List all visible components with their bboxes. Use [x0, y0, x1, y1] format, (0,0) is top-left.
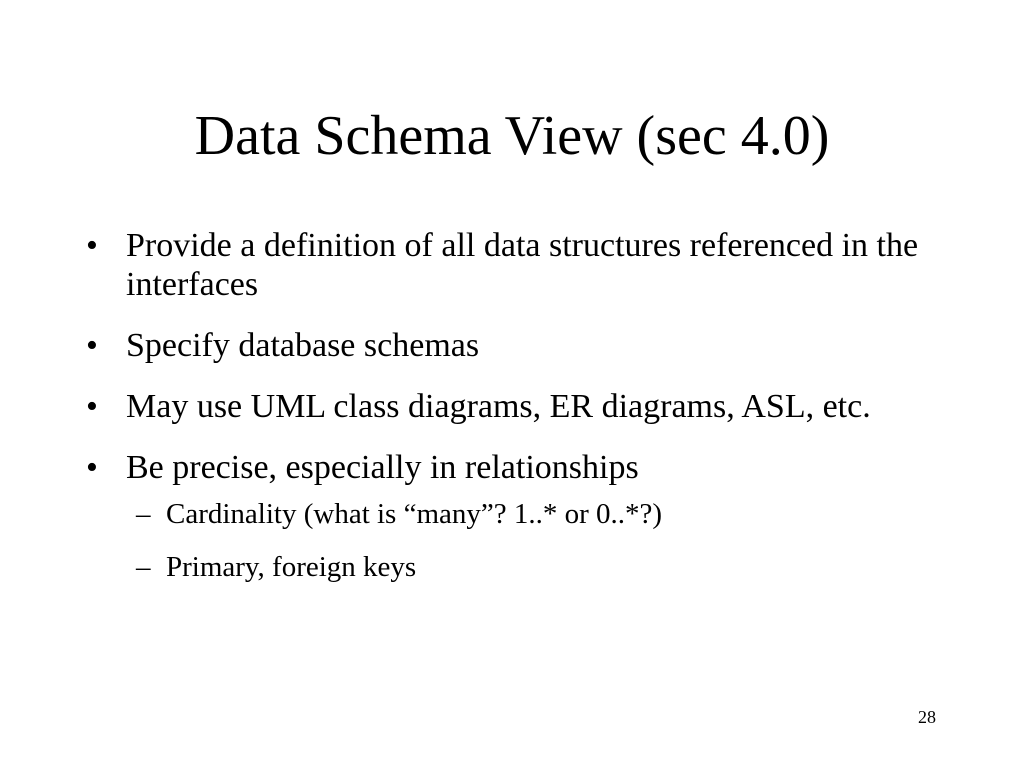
page-number: 28 [918, 707, 936, 727]
bullet-item [86, 448, 966, 584]
bullet-dot: • [86, 388, 98, 425]
bullet-text: Provide a definition of all data structures referenced in the interfaces [126, 227, 919, 303]
bullet-dot: • [86, 327, 98, 364]
bullet-item [86, 226, 966, 304]
sub-bullet-text: Primary, foreign keys [166, 551, 417, 583]
bullet-list [86, 226, 966, 606]
bullet-item [86, 326, 966, 365]
dash-mark: – [136, 551, 151, 583]
sub-bullet-item [136, 550, 966, 584]
bullet-dot: • [86, 227, 98, 264]
dash-mark: – [136, 498, 151, 530]
sub-bullet-text: Cardinality (what is “many”? 1..* or 0..*?) [166, 498, 663, 530]
slide-title: Data Schema View (sec 4.0) [194, 105, 830, 167]
sub-bullet-item [136, 497, 966, 531]
bullet-dot: • [86, 449, 98, 486]
bullet-text: May use UML class diagrams, ER diagrams, ASL, etc. [126, 388, 871, 425]
sub-bullet-list [126, 497, 966, 584]
bullet-item [86, 387, 966, 426]
bullet-text: Specify database schemas [126, 327, 480, 364]
bullet-text: Be precise, especially in relationships [126, 449, 639, 486]
